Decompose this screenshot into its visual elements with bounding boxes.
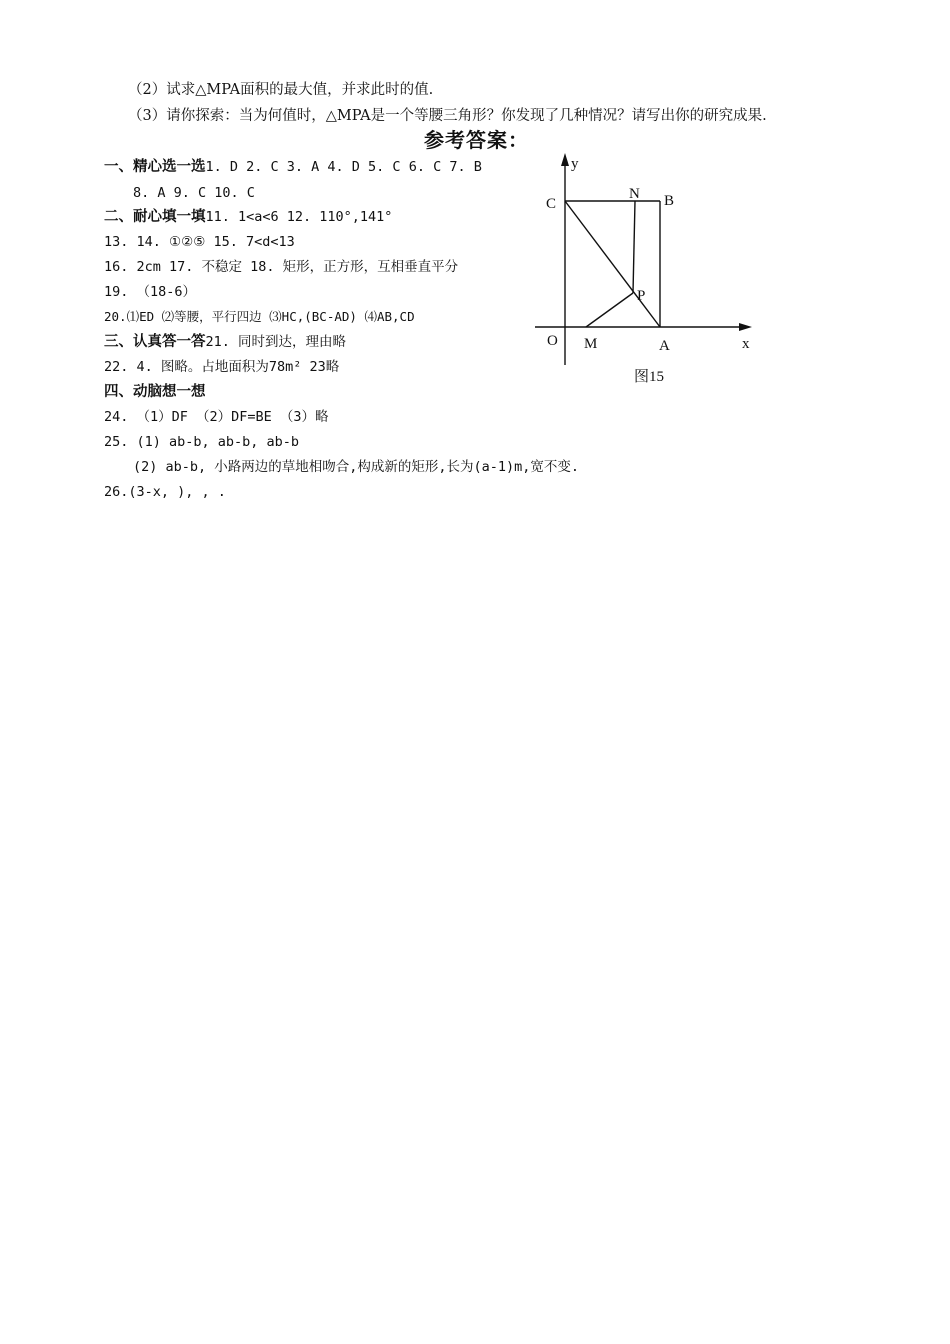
question-2: （2）试求△MPA面积的最大值，并求此时的值. (128, 82, 434, 98)
section-2-heading: 二、耐心填一填 (104, 209, 206, 225)
question-3: （3）请你探索：当为何值时，△MPA是一个等腰三角形？你发现了几种情况？请写出你的研究成果. (128, 108, 767, 124)
label-a: A (659, 338, 670, 354)
section-4-heading: 四、动脑想一想 (104, 384, 206, 400)
answer-line-19: 19. （18-6） (104, 284, 197, 300)
label-n: N (629, 186, 640, 202)
label-x: x (742, 336, 750, 352)
section-1-heading: 一、精心选一选 (104, 159, 206, 175)
answers-title: 参考答案： (424, 128, 529, 152)
segment-mp (586, 293, 633, 327)
section-3-answers: 21. 同时到达，理由略 (205, 334, 347, 350)
answer-line-25-part2: (2) ab-b, 小路两边的草地相吻合,构成新的矩形,长为(a-1)m,宽不变. (133, 459, 580, 475)
answer-line-25: 25. (1) ab-b, ab-b, ab-b (104, 434, 300, 450)
section-2-answers: 11. 1<a<6 12. 110°,141° (205, 209, 393, 225)
label-y: y (571, 156, 579, 172)
figure-caption: 图15 (634, 369, 665, 385)
label-b: B (664, 193, 675, 209)
answer-line-13: 13. 14. ①②⑤ 15. 7<d<13 (104, 234, 295, 250)
section-3-heading: 三、认真答一答 (104, 334, 206, 350)
answer-line-22: 22. 4. 图略。占地面积为78m² 23略 (104, 359, 340, 375)
section-1-answers: 1. D 2. C 3. A 4. D 5. C 6. C 7. B (205, 159, 482, 175)
section-1-answers-cont: 8. A 9. C 10. C (133, 185, 255, 201)
y-axis-arrow (561, 153, 569, 166)
answer-line-16: 16. 2cm 17. 不稳定 18. 矩形，正方形，互相垂直平分 (104, 259, 459, 275)
label-o: O (547, 333, 558, 349)
label-m: M (584, 336, 598, 352)
segment-np (633, 201, 635, 293)
label-c: C (546, 196, 557, 212)
answer-line-24: 24. （1）DF （2）DF=BE （3）略 (104, 409, 329, 425)
answer-line-20: 20.⑴ED ⑵等腰，平行四边 ⑶HC,(BC-AD) ⑷AB,CD (104, 309, 415, 324)
label-p: P (637, 288, 646, 304)
answer-line-26: 26.(3-x, ), , . (104, 484, 226, 500)
x-axis-arrow (739, 323, 752, 331)
